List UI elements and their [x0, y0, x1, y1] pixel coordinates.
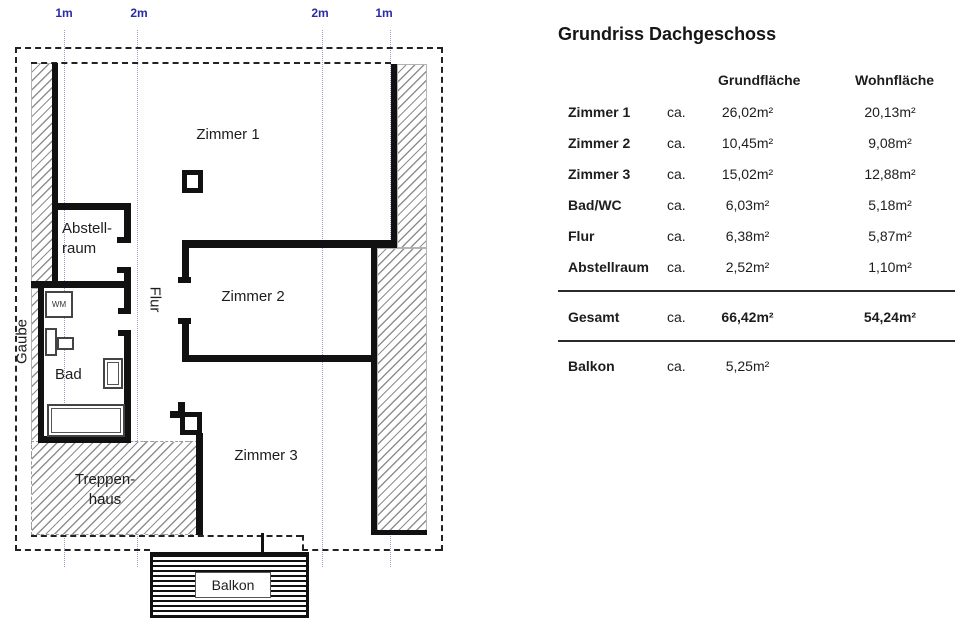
row-ca: ca.	[667, 228, 686, 244]
room-label-zimmer3: Zimmer 3	[234, 447, 298, 464]
row-grund: 26,02m²	[721, 104, 774, 120]
toilet	[103, 358, 123, 389]
wall-storage-top	[52, 203, 131, 210]
door-post-room3	[180, 412, 202, 435]
wall-bath-bottom	[38, 436, 131, 443]
row-ca: ca.	[667, 259, 686, 275]
row-grund: 2,52m²	[725, 259, 770, 275]
bathtub	[47, 404, 125, 437]
total-grund: 66,42m²	[721, 309, 774, 325]
row-grund: 10,45m²	[721, 135, 774, 151]
outline-right-dashed	[441, 47, 443, 551]
row-ca: ca.	[667, 135, 686, 151]
row-name: Zimmer 1	[568, 104, 631, 120]
balcony-door-mark	[261, 533, 264, 552]
washbasin	[57, 337, 74, 350]
row-ca: ca.	[667, 104, 686, 120]
row-name: Zimmer 2	[568, 135, 631, 151]
door-jamb-storage-top	[117, 237, 131, 243]
row-wohn: 9,08m²	[868, 135, 912, 151]
total-name: Gesamt	[568, 309, 620, 325]
total-wohn: 54,24m²	[863, 309, 917, 325]
wall-right-lower	[371, 248, 377, 535]
wall-left-bath	[38, 286, 44, 442]
balcony-name: Balkon	[568, 358, 615, 374]
row-name: Bad/WC	[568, 197, 622, 213]
row-wohn: 5,87m²	[868, 228, 912, 244]
total-ca: ca.	[667, 309, 686, 325]
row-wohn: 5,18m²	[868, 197, 912, 213]
row-ca: ca.	[667, 166, 686, 182]
column-header-grundflaeche: Grundfläche	[718, 72, 801, 88]
wall-room2-top	[182, 240, 397, 248]
chimney	[182, 170, 203, 193]
roof-kneewall-line-dashed	[31, 62, 391, 64]
balcony-ca: ca.	[667, 358, 686, 374]
washbasin-column	[45, 328, 57, 356]
room-label-zimmer1: Zimmer 1	[196, 126, 260, 143]
row-name: Zimmer 3	[568, 166, 631, 182]
door-jamb-bath-top	[118, 308, 131, 314]
dimension-label-2m-left: 2m	[130, 6, 148, 20]
row-ca: ca.	[667, 197, 686, 213]
row-wohn: 12,88m²	[864, 166, 916, 182]
balcony-grund: 5,25m²	[725, 358, 770, 374]
row-name: Flur	[568, 228, 595, 244]
wall-right-bottom-cap	[371, 530, 427, 535]
balcony-decking	[150, 552, 309, 618]
roof-hatch-right-lower	[377, 248, 427, 535]
balcony-label: Balkon	[195, 572, 271, 598]
row-grund: 6,38m²	[725, 228, 770, 244]
room-label-bad: Bad	[55, 366, 82, 383]
row-name: Abstellraum	[568, 259, 649, 275]
row-wohn: 1,10m²	[868, 259, 912, 275]
room-label-flur: Flur	[146, 286, 164, 313]
outline-top-dashed	[15, 47, 443, 49]
room-label-zimmer2: Zimmer 2	[221, 288, 285, 305]
wall-room3-left	[196, 433, 203, 535]
wall-storage-bottom	[31, 281, 131, 288]
washing-machine: WM	[45, 291, 73, 318]
room-label-treppenhaus-line1: Treppen-	[74, 471, 136, 488]
door-jamb-room2-top	[178, 277, 191, 283]
outline-bottom-dashed-left	[15, 549, 150, 551]
page-title: Grundriss Dachgeschoss	[558, 24, 777, 44]
bathtub-inner	[51, 408, 121, 433]
outline-left-dashed	[15, 47, 17, 551]
inner-bottom-step-dashed	[302, 535, 304, 550]
wall-left-upper	[52, 63, 58, 288]
toilet-bowl	[107, 362, 119, 385]
roof-hatch-right-upper	[397, 64, 427, 248]
room-label-treppenhaus	[55, 470, 155, 510]
room-label-gaube: Gaube	[13, 318, 31, 365]
dimension-label-1m-left: 1m	[55, 6, 73, 20]
row-wohn: 20,13m²	[864, 104, 916, 120]
room-label-abstellraum-line2: raum	[62, 240, 97, 257]
wall-room2-bottom	[182, 355, 377, 362]
dimension-label-1m-right: 1m	[375, 6, 393, 20]
table-separator-top	[558, 290, 955, 292]
dimension-label-2m-right: 2m	[311, 6, 329, 20]
outline-bottom-dashed-right	[302, 549, 441, 551]
row-grund: 15,02m²	[721, 166, 774, 182]
table-separator-bottom	[558, 340, 955, 342]
room-label-treppenhaus-line2: haus	[88, 491, 122, 508]
column-header-wohnflaeche: Wohnfläche	[855, 72, 935, 88]
wall-right-upper	[391, 64, 397, 248]
wall-bath-right-lower	[124, 330, 131, 442]
roof-hatch-left-upper	[31, 63, 53, 288]
room-label-abstellraum	[62, 219, 112, 259]
dimension-line-2m-right	[322, 30, 323, 567]
room-label-abstellraum-line1: Abstell-	[62, 220, 113, 237]
row-grund: 6,03m²	[725, 197, 770, 213]
